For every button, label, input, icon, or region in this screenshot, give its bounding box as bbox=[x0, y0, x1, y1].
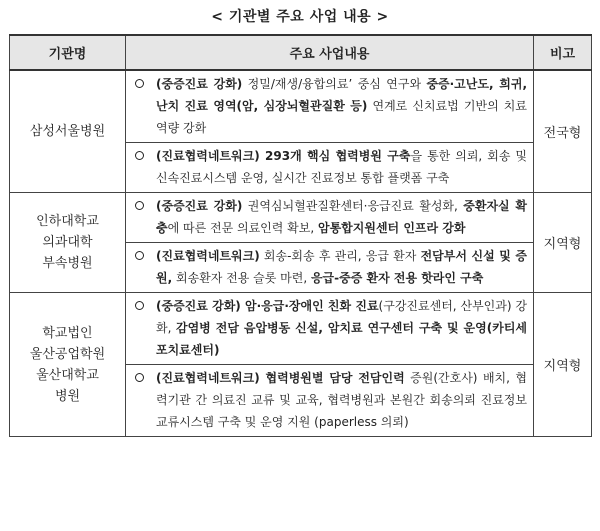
institution-name-line: 울산대학교 bbox=[36, 367, 99, 383]
emphasized-text: 중증·고난도, 희귀, 난치 진료 영역(암, 심장뇌혈관질환 등) bbox=[156, 77, 528, 113]
business-item bbox=[126, 193, 533, 242]
business-cell bbox=[126, 293, 534, 437]
header-institution: 기관명 bbox=[10, 35, 126, 70]
body-text: 정밀/재생/융합의료’ 중심 연구와 bbox=[242, 77, 427, 91]
circle-bullet-icon bbox=[135, 201, 144, 210]
institution-name-line: 삼성서울병원 bbox=[29, 124, 106, 139]
business-cell bbox=[126, 70, 534, 193]
emphasized-text: 감염병 전담 음압병동 신설, 암치료 연구센터 구축 및 운영(카티세포치료센터) bbox=[156, 321, 527, 357]
emphasized-text: 암통합지원센터 인프라 강화 bbox=[318, 221, 466, 235]
emphasized-text: 암·응급·장애인 친화 진료 bbox=[240, 299, 379, 313]
note-cell: 지역형 bbox=[534, 193, 592, 293]
emphasized-text: (진료협력네트워크) 293개 핵심 협력병원 구축 bbox=[156, 149, 411, 163]
body-text: (구강진료센터, 산부인과) 강화, bbox=[156, 299, 527, 335]
body-text: 연계로 신치료법 기반의 치료 역량 강화 bbox=[156, 99, 527, 135]
business-item bbox=[126, 71, 533, 142]
emphasized-text: (중증진료 강화) bbox=[156, 199, 243, 213]
note-cell: 전국형 bbox=[534, 70, 592, 193]
business-item bbox=[126, 142, 533, 192]
table-row bbox=[10, 70, 592, 193]
emphasized-text: 중환자실 확충 bbox=[156, 199, 528, 235]
institution-name-line: 인하대학교 bbox=[36, 214, 99, 229]
business-table bbox=[9, 34, 592, 437]
emphasized-text: (중증진료 강화) bbox=[156, 299, 241, 313]
institution-cell bbox=[10, 70, 126, 193]
business-item bbox=[126, 242, 533, 292]
emphasized-text: (진료협력네트워크) 협력병원별 담당 전담인력 bbox=[156, 371, 405, 385]
institution-name-line: 학교법인 bbox=[42, 325, 93, 341]
header-business: 주요 사업내용 bbox=[126, 35, 534, 70]
circle-bullet-icon bbox=[135, 251, 144, 260]
emphasized-text: 전담부서 신설 및 증원, bbox=[156, 249, 527, 285]
business-cell bbox=[126, 193, 534, 293]
table-row bbox=[10, 193, 592, 293]
institution-name-line: 의과대학 bbox=[42, 235, 93, 250]
header-row bbox=[10, 35, 592, 70]
body-text: 증원(간호사) 배치, 협력기관 간 의료진 교류 및 교육, 협력병원과 본원간 회송의뢰 진료정보교류시스템 구축 및 운영 지원 (paperless 의뢰) bbox=[156, 371, 527, 429]
circle-bullet-icon bbox=[135, 301, 144, 310]
emphasized-text: (중증진료 강화) bbox=[156, 77, 243, 91]
circle-bullet-icon bbox=[135, 373, 144, 382]
emphasized-text: (진료협력네트워크) bbox=[156, 249, 260, 263]
institution-cell bbox=[10, 293, 126, 437]
emphasized-text: 응급-중증 환자 전용 핫라인 구축 bbox=[310, 271, 484, 285]
institution-name-line: 부속병원 bbox=[42, 256, 93, 271]
business-item bbox=[126, 364, 533, 436]
business-item bbox=[126, 293, 533, 364]
body-text: 권역심뇌혈관질환센터·응급진료 활성화, bbox=[242, 199, 464, 213]
institution-name-line: 울산공업학원 bbox=[29, 346, 106, 362]
circle-bullet-icon bbox=[135, 79, 144, 88]
institution-cell bbox=[10, 193, 126, 293]
body-text: 에 따른 전문 의료인력 확보, bbox=[167, 221, 318, 235]
table-title: < 기관별 주요 사업 내용 > bbox=[211, 9, 389, 25]
note-cell: 지역형 bbox=[534, 293, 592, 437]
body-text: 회송환자 전용 슬롯 마련, bbox=[172, 271, 311, 285]
institution-name-line: 병원 bbox=[54, 388, 81, 404]
circle-bullet-icon bbox=[135, 151, 144, 160]
header-note: 비고 bbox=[534, 35, 592, 70]
body-text: 을 통한 의뢰, 회송 및 신속진료시스템 운영, 실시간 진료정보 통합 플랫폼 구축 bbox=[156, 149, 528, 185]
table-row bbox=[10, 293, 592, 437]
body-text: 회송-회송 후 관리, 응급 환자 bbox=[259, 249, 421, 263]
